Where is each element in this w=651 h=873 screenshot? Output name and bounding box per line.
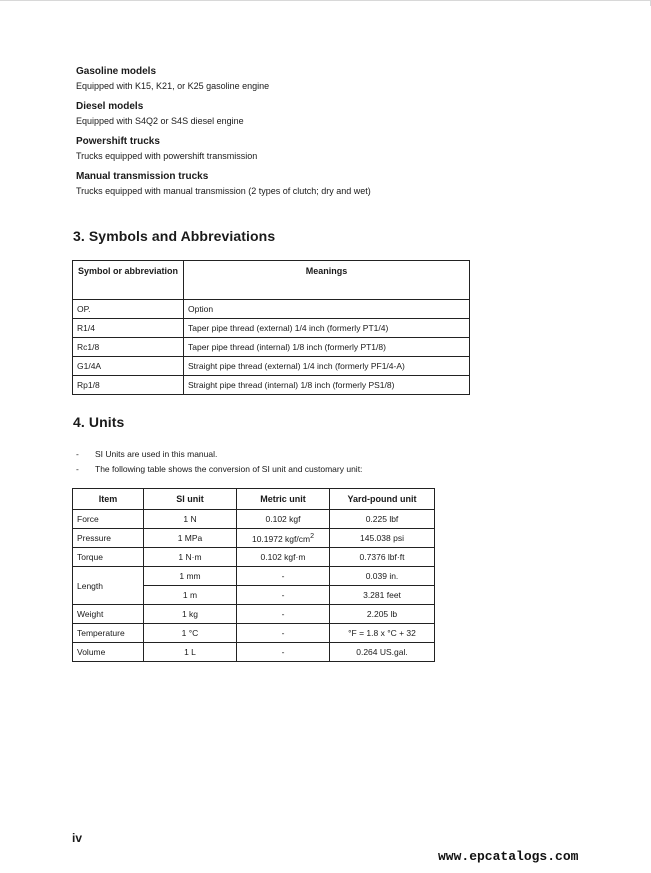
page-number: iv xyxy=(72,831,83,845)
symbol-cell: OP. xyxy=(73,300,184,319)
table-row-temperature xyxy=(73,624,435,643)
header-symbol: Symbol or abbreviation xyxy=(73,261,184,300)
si-cell: 1 L xyxy=(144,643,237,662)
table-row xyxy=(73,319,470,338)
meaning-cell: Option xyxy=(184,300,470,319)
item-cell: Weight xyxy=(73,605,144,624)
metric-cell: - xyxy=(237,586,330,605)
table-row-weight xyxy=(73,605,435,624)
model-gasoline xyxy=(76,65,576,94)
table-row xyxy=(73,376,470,395)
item-cell: Volume xyxy=(73,643,144,662)
metric-cell: - xyxy=(237,567,330,586)
symbol-cell: G1/4A xyxy=(73,357,184,376)
yard-pound-cell: 145.038 psi xyxy=(330,529,435,548)
header-yard-pound-unit: Yard-pound unit xyxy=(330,489,435,510)
yard-pound-cell: 0.7376 lbf·ft xyxy=(330,548,435,567)
metric-value: 10.1972 kgf/cm xyxy=(251,533,311,544)
metric-cell: 0.102 kgf·m xyxy=(237,548,330,567)
units-table xyxy=(72,488,435,662)
model-title: Powershift trucks xyxy=(76,136,160,147)
symbol-cell: Rc1/8 xyxy=(73,338,184,357)
model-description: Trucks equipped with manual transmission (2 types of clutch; dry and wet) xyxy=(76,186,371,196)
si-cell: 1 °C xyxy=(144,624,237,643)
meaning-cell: Taper pipe thread (internal) 1/8 inch (formerly PT1/8) xyxy=(184,338,470,357)
yard-pound-cell: 0.225 lbf xyxy=(330,510,435,529)
note-item: - The following table shows the conversion of SI unit and customary unit: xyxy=(76,464,363,474)
model-description: Trucks equipped with powershift transmission xyxy=(76,151,258,161)
meaning-cell: Taper pipe thread (external) 1/4 inch (formerly PT1/4) xyxy=(184,319,470,338)
superscript: 2 xyxy=(310,532,315,541)
metric-cell: - xyxy=(237,605,330,624)
metric-cell: - xyxy=(237,624,330,643)
watermark-url: www.epcatalogs.com xyxy=(438,849,579,864)
section-title-units: 4. Units xyxy=(73,414,125,430)
si-cell: 1 m xyxy=(144,586,237,605)
section-title-symbols: 3. Symbols and Abbreviations xyxy=(73,228,276,244)
item-cell: Torque xyxy=(73,548,144,567)
table-row-pressure xyxy=(73,529,435,548)
table-row xyxy=(73,338,470,357)
table-header-row xyxy=(73,489,435,510)
yard-pound-cell: 2.205 lb xyxy=(330,605,435,624)
note-item: - SI Units are used in this manual. xyxy=(76,449,218,459)
model-title: Diesel models xyxy=(76,101,144,112)
model-title: Manual transmission trucks xyxy=(76,171,209,182)
header-si-unit: SI unit xyxy=(144,489,237,510)
table-row-length-mm xyxy=(73,567,435,586)
metric-cell: - xyxy=(237,643,330,662)
units-notes xyxy=(76,447,362,477)
model-diesel xyxy=(76,100,576,129)
metric-cell: 0.102 kgf xyxy=(237,510,330,529)
model-powershift xyxy=(76,135,576,164)
table-row-torque xyxy=(73,548,435,567)
si-cell: 1 MPa xyxy=(144,529,237,548)
table-row xyxy=(73,300,470,319)
table-row xyxy=(73,357,470,376)
metric-cell xyxy=(237,529,330,548)
meaning-cell: Straight pipe thread (internal) 1/8 inch (formerly PS1/8) xyxy=(184,376,470,395)
item-cell: Force xyxy=(73,510,144,529)
yard-pound-cell: 0.039 in. xyxy=(330,567,435,586)
table-row-force xyxy=(73,510,435,529)
model-definitions xyxy=(76,65,576,205)
top-border-line xyxy=(0,0,651,1)
header-meanings: Meanings xyxy=(184,261,470,300)
symbol-cell: Rp1/8 xyxy=(73,376,184,395)
si-cell: 1 N·m xyxy=(144,548,237,567)
yard-pound-cell: 0.264 US.gal. xyxy=(330,643,435,662)
item-cell: Length xyxy=(73,567,144,605)
header-metric-unit: Metric unit xyxy=(237,489,330,510)
note-text: The following table shows the conversion of SI unit and customary unit: xyxy=(95,464,363,474)
model-description: Equipped with K15, K21, or K25 gasoline engine xyxy=(76,81,270,91)
table-row-volume xyxy=(73,643,435,662)
si-cell: 1 N xyxy=(144,510,237,529)
table-header-row xyxy=(73,261,470,300)
meaning-cell: Straight pipe thread (external) 1/4 inch (formerly PF1/4-A) xyxy=(184,357,470,376)
si-cell: 1 mm xyxy=(144,567,237,586)
model-manual xyxy=(76,170,576,199)
symbol-cell: R1/4 xyxy=(73,319,184,338)
note-text: SI Units are used in this manual. xyxy=(95,449,218,459)
item-cell: Pressure xyxy=(73,529,144,548)
item-cell: Temperature xyxy=(73,624,144,643)
model-description: Equipped with S4Q2 or S4S diesel engine xyxy=(76,116,244,126)
yard-pound-cell: 3.281 feet xyxy=(330,586,435,605)
yard-pound-cell: °F = 1.8 x °C + 32 xyxy=(330,624,435,643)
model-title: Gasoline models xyxy=(76,66,157,77)
si-cell: 1 kg xyxy=(144,605,237,624)
header-item: Item xyxy=(73,489,144,510)
symbols-table xyxy=(72,260,470,395)
